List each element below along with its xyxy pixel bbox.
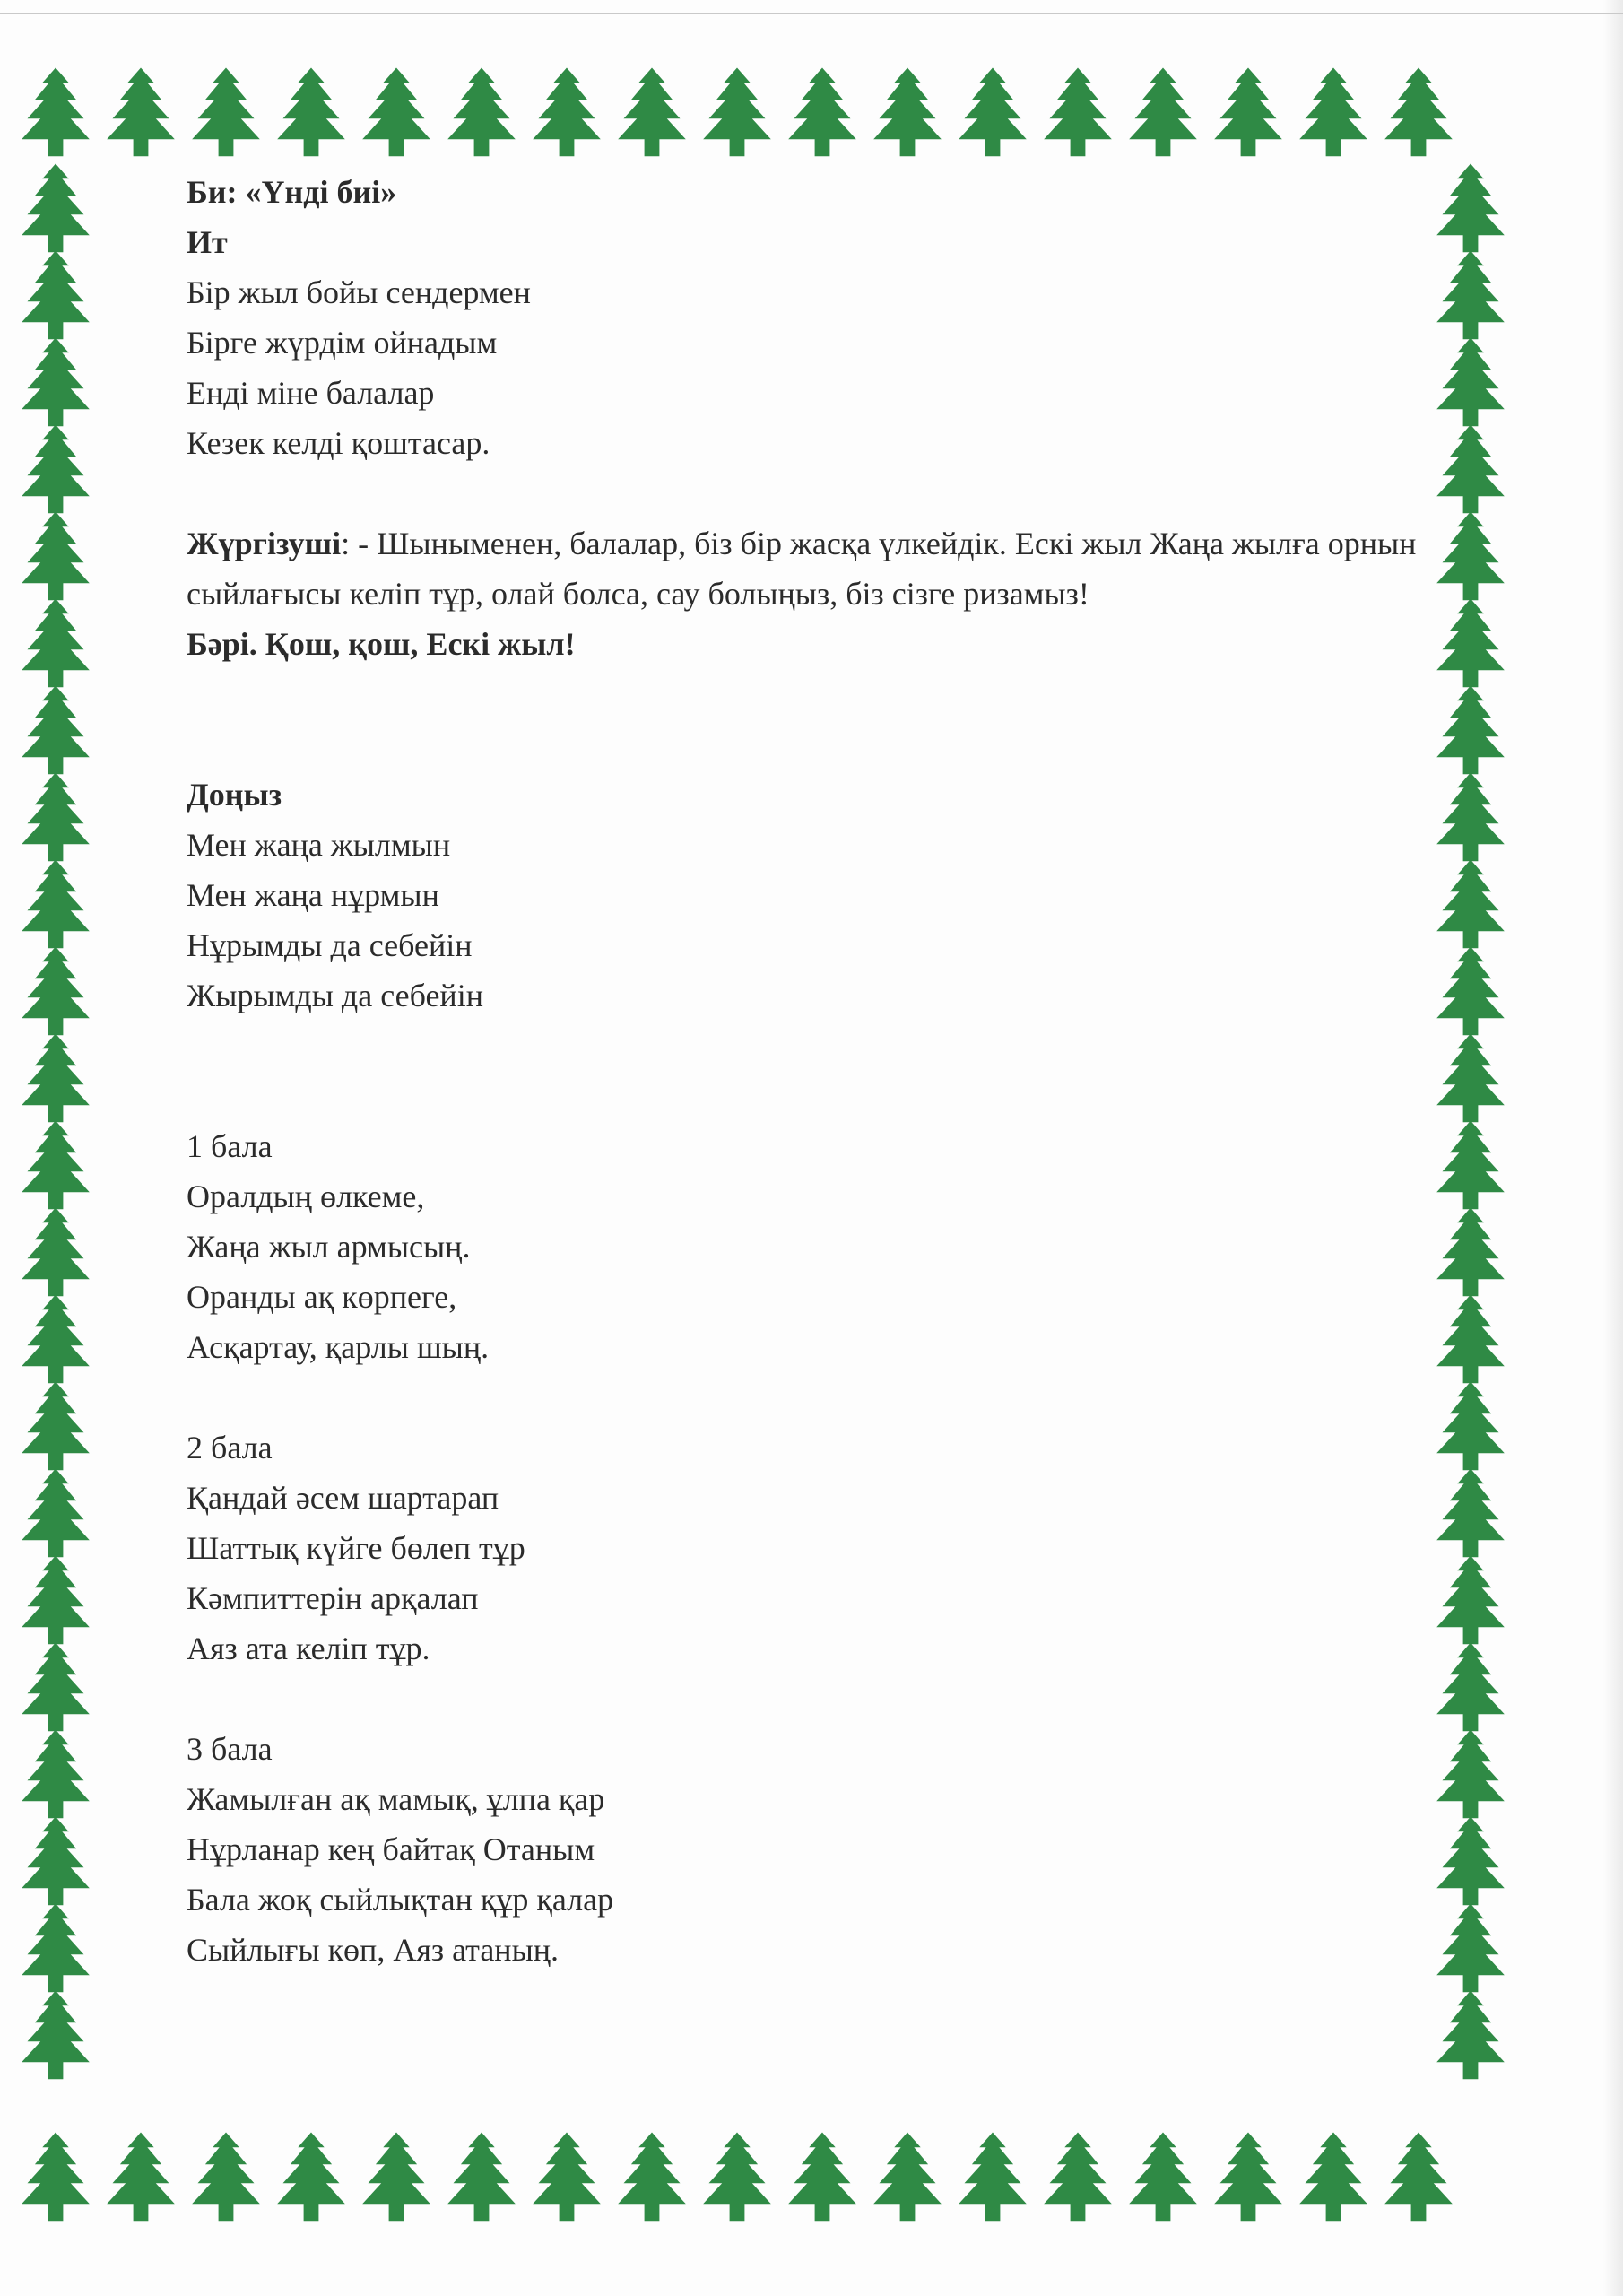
text-line: Жырымды да себейін [187,978,483,1013]
fir-tree-icon [22,1121,90,1210]
fir-tree-icon [22,1991,90,2080]
fir-tree-icon [22,773,90,862]
paragraph-gap [187,1021,1442,1121]
heading-line: Доңыз [187,777,282,813]
fir-tree-icon [1436,1382,1505,1471]
text-line: Нұрымды да себейін [187,927,473,963]
fir-tree-icon [362,68,430,157]
fir-tree-icon [788,2133,856,2222]
fir-tree-icon [1436,773,1505,862]
fir-tree-icon [22,599,90,688]
fir-tree-icon [1436,1034,1505,1123]
paragraph-gap [187,468,1442,518]
fir-tree-icon [1384,68,1453,157]
fir-tree-icon [22,512,90,601]
text-line: Қандай әсем шартарап [187,1480,499,1516]
speaker-label: Жүргізуші [187,526,342,561]
text-line: Жаңа жыл армысың. [187,1229,471,1265]
text-line: Кезек келді қоштасар. [187,425,490,461]
fir-tree-icon [1436,1121,1505,1210]
fir-tree-icon [362,2133,430,2222]
fir-tree-icon [1129,68,1197,157]
paragraph-gap [187,1674,1442,1724]
fir-tree-icon [22,68,90,157]
fir-tree-icon [1436,1643,1505,1732]
fir-tree-icon [107,2133,175,2222]
text-line: 3 бала [187,1731,273,1767]
text-line: Бала жоқ сыйлықтан құр қалар [187,1882,614,1918]
heading-line: Бәрі. Қош, қош, Ескі жыл! [187,626,576,662]
text-line: 2 бала [187,1430,273,1465]
fir-tree-icon [192,68,260,157]
text-line: 1 бала [187,1128,273,1164]
fir-tree-icon [1044,68,1112,157]
fir-tree-icon [1044,2133,1112,2222]
text-line: Оранды ақ көрпеге, [187,1279,457,1315]
fir-tree-icon [1299,68,1367,157]
fir-tree-icon [703,2133,771,2222]
fir-tree-icon [618,68,686,157]
fir-tree-icon [533,68,601,157]
fir-tree-icon [22,251,90,340]
fir-tree-icon [959,68,1027,157]
fir-tree-icon [22,1469,90,1558]
fir-tree-icon [1436,164,1505,253]
fir-tree-icon [1129,2133,1197,2222]
fir-tree-icon [1436,1817,1505,1906]
fir-tree-icon [1436,1556,1505,1645]
paragraph-gap [187,1372,1442,1422]
fir-tree-icon [277,68,345,157]
speech-text: : - Шыныменен, балалар, біз бір жасқа үлкейдік. Ескі жыл Жаңа жылға орнын сыйлағысы келіп тұр, олай болса, сау болыңыз, біз сізге ризамыз! [187,526,1417,612]
fir-tree-icon [1436,338,1505,427]
text-line: Сыйлығы көп, Аяз атаның. [187,1932,560,1968]
fir-tree-icon [1436,251,1505,340]
fir-tree-icon [1436,686,1505,775]
text-line: Мен жаңа нұрмын [187,877,439,913]
fir-tree-icon [873,2133,942,2222]
fir-tree-icon [618,2133,686,2222]
fir-tree-icon [1436,1904,1505,1993]
fir-tree-icon [873,68,942,157]
text-line: Бір жыл бойы сендермен [187,274,531,310]
text-line: Аяз ата келіп тұр. [187,1631,430,1666]
fir-tree-icon [22,1295,90,1384]
text-line: Бірге жүрдім ойнадым [187,325,498,361]
fir-tree-icon [703,68,771,157]
fir-tree-icon [1436,1991,1505,2080]
text-line: Оралдың өлкеме, [187,1178,425,1214]
fir-tree-icon [277,2133,345,2222]
text-line: Жамылған ақ мамық, ұлпа қар [187,1781,605,1817]
fir-tree-icon [22,1382,90,1471]
text-line: Мен жаңа жылмын [187,827,451,863]
text-line: Нұрланар кең байтақ Отаным [187,1831,595,1867]
fir-tree-icon [22,686,90,775]
fir-tree-icon [22,947,90,1036]
speech-paragraph [187,518,1442,619]
fir-tree-icon [959,2133,1027,2222]
fir-tree-icon [1436,1730,1505,1819]
fir-tree-icon [1436,1295,1505,1384]
fir-tree-icon [22,425,90,514]
fir-tree-icon [1299,2133,1367,2222]
fir-tree-icon [1436,512,1505,601]
fir-tree-icon [1436,1208,1505,1297]
fir-tree-icon [22,164,90,253]
paragraph-gap [187,669,1442,770]
text-line: Енді міне балалар [187,375,435,411]
fir-tree-icon [22,1643,90,1732]
fir-tree-icon [22,1208,90,1297]
fir-tree-icon [22,1034,90,1123]
fir-tree-icon [22,1817,90,1906]
fir-tree-icon [1436,860,1505,949]
text-line: Асқартау, қарлы шың. [187,1329,490,1365]
text-line: Шаттық күйге бөлеп тұр [187,1530,525,1566]
heading-line: Би: «Үнді биі» [187,174,397,210]
fir-tree-icon [1436,947,1505,1036]
fir-tree-icon [1384,2133,1453,2222]
fir-tree-icon [22,1904,90,1993]
text-line: Кәмпиттерін арқалап [187,1580,479,1616]
fir-tree-icon [22,1730,90,1819]
fir-tree-icon [1214,68,1282,157]
fir-tree-icon [1214,2133,1282,2222]
document-text [187,167,1442,1975]
fir-tree-icon [447,2133,516,2222]
fir-tree-icon [1436,599,1505,688]
fir-tree-icon [22,2133,90,2222]
fir-tree-icon [1436,425,1505,514]
fir-tree-icon [788,68,856,157]
fir-tree-icon [1436,1469,1505,1558]
fir-tree-icon [107,68,175,157]
fir-tree-icon [192,2133,260,2222]
fir-tree-icon [22,1556,90,1645]
fir-tree-icon [447,68,516,157]
heading-line: Ит [187,224,228,260]
fir-tree-icon [22,860,90,949]
fir-tree-icon [533,2133,601,2222]
fir-tree-icon [22,338,90,427]
